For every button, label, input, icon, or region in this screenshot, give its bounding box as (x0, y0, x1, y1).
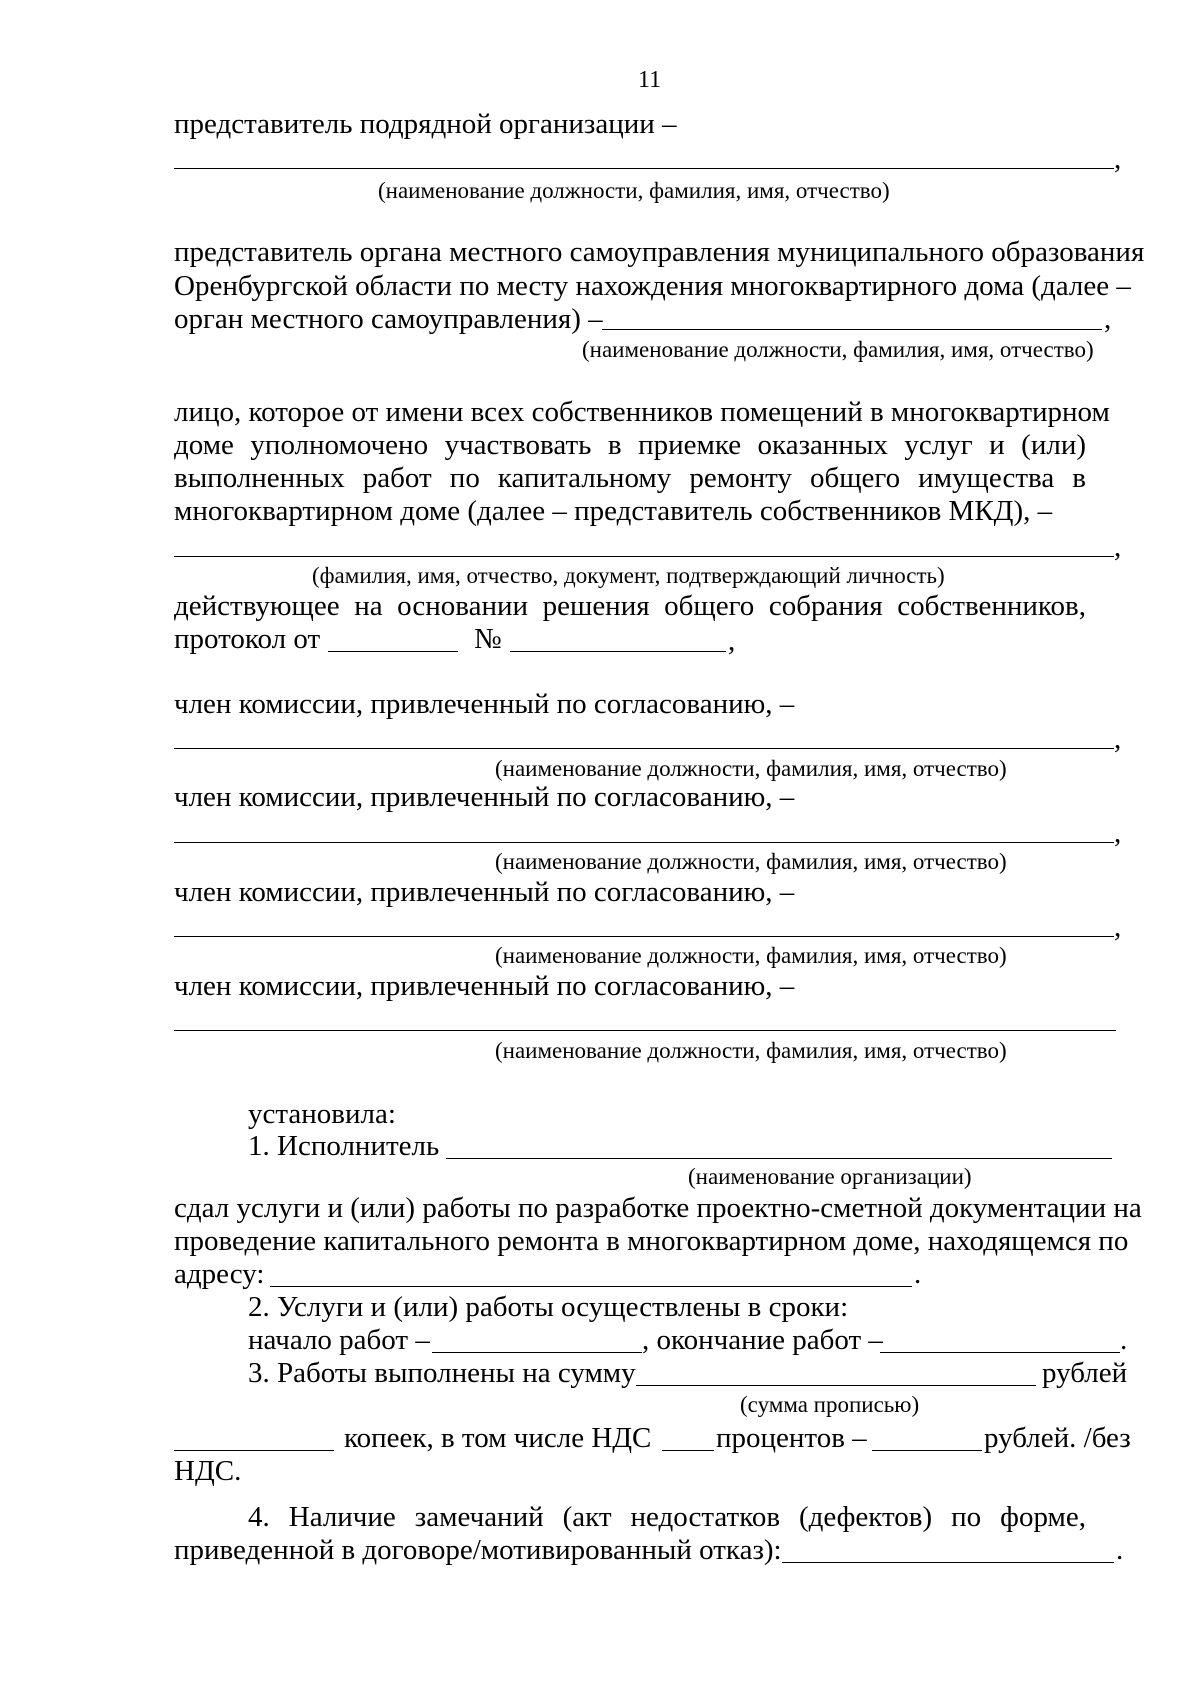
item3-percent-label: процентов – (716, 1422, 867, 1454)
item1-executor-blank[interactable] (446, 1158, 1112, 1159)
local-gov-line2: Оренбургской области по месту нахождения многоквартирного дома (далее – (174, 270, 1131, 302)
item4-remarks-blank[interactable] (782, 1562, 1114, 1563)
item3-sum-blank[interactable] (636, 1385, 1036, 1386)
member-2-caption: (наименование должности, фамилия, имя, отчество) (495, 849, 1007, 874)
item2-start-blank[interactable] (432, 1352, 642, 1353)
contractor-rep-caption: (наименование должности, фамилия, имя, отчество) (378, 178, 890, 203)
protocol-number-blank[interactable] (510, 651, 726, 652)
comma: , (1114, 143, 1122, 175)
item1-address-label: адресу: (174, 1258, 265, 1290)
protocol-number-label: № (474, 623, 502, 655)
local-gov-line3: орган местного самоуправления) – (174, 303, 603, 335)
item3-vat-label: НДС. (174, 1455, 242, 1487)
comma: , (1114, 723, 1122, 755)
period: . (1120, 1324, 1128, 1356)
member-1-label: член комиссии, привлеченный по согласованию, – (174, 688, 795, 720)
page-number: 11 (638, 67, 662, 93)
owners-rep-line4: многоквартирном доме (далее – представитель собственников МКД), – (174, 495, 1053, 527)
member-2-label: член комиссии, привлеченный по согласованию, – (174, 781, 795, 813)
member-4-blank[interactable] (174, 1030, 1116, 1031)
member-3-label: член комиссии, привлеченный по согласованию, – (174, 876, 795, 908)
item3-rubles-without-label: рублей. /без (984, 1422, 1131, 1454)
member-1-blank[interactable] (174, 748, 1114, 749)
item3-vat-amount-blank[interactable] (872, 1450, 982, 1451)
item2-label: 2. Услуги и (или) работы осуществлены в сроки: (248, 1291, 849, 1323)
owners-rep-line1: лицо, которое от имени всех собственников помещений в многоквартирном (174, 396, 1110, 428)
owners-rep-line3: выполненных работ по капитальному ремонту общего имущества в (174, 462, 1086, 494)
member-3-blank[interactable] (174, 936, 1114, 937)
protocol-date-blank[interactable] (328, 651, 458, 652)
owners-rep-caption: (фамилия, имя, отчество, документ, подтверждающий личность) (312, 563, 945, 588)
established-heading: установила: (248, 1098, 396, 1130)
comma: , (728, 625, 736, 657)
local-gov-caption: (наименование должности, фамилия, имя, отчество) (582, 337, 1094, 362)
item4-line1: 4. Наличие замечаний (акт недостатков (дефектов) по форме, (248, 1501, 1086, 1533)
comma: , (1114, 531, 1122, 563)
local-gov-line1: представитель органа местного самоуправления муниципального образования (174, 236, 1145, 268)
period: . (1116, 1534, 1124, 1566)
member-3-caption: (наименование должности, фамилия, имя, отчество) (495, 943, 1007, 968)
comma: , (1114, 911, 1122, 943)
item2-start-label: начало работ – (248, 1324, 430, 1356)
item3-label: 3. Работы выполнены на сумму (248, 1357, 636, 1389)
item1-label: 1. Исполнитель (248, 1130, 440, 1162)
item3-kopecks-label: копеек, в том числе НДС (344, 1422, 652, 1454)
item2-end-blank[interactable] (880, 1352, 1120, 1353)
comma: , (1104, 303, 1112, 335)
owners-rep-basis: действующее на основании решения общего собрания собственников, (174, 590, 1086, 622)
item3-vat-percent-blank[interactable] (662, 1450, 714, 1451)
member-2-blank[interactable] (174, 842, 1114, 843)
protocol-label: протокол от (174, 623, 321, 655)
item3-rubles-label: рублей (1042, 1357, 1128, 1389)
owners-rep-line2: доме уполномочено участвовать в приемке оказанных услуг и (или) (174, 429, 1086, 461)
member-4-label: член комиссии, привлеченный по согласованию, – (174, 970, 795, 1002)
local-gov-blank[interactable] (602, 329, 1102, 330)
item1-line2: проведение капитального ремонта в многоквартирном доме, находящемся по (174, 1225, 1129, 1257)
item3-caption: (сумма прописью) (740, 1392, 920, 1417)
period: . (914, 1258, 922, 1290)
item1-caption: (наименование организации) (688, 1164, 972, 1189)
comma: , (1114, 817, 1122, 849)
item3-kopecks-blank[interactable] (174, 1450, 334, 1451)
owners-rep-blank[interactable] (174, 556, 1114, 557)
item4-line2: приведенной в договоре/мотивированный отказ): (174, 1534, 782, 1566)
item1-address-blank[interactable] (270, 1286, 912, 1287)
item2-end-label: , окончание работ – (642, 1324, 883, 1356)
contractor-rep-label: представитель подрядной организации – (174, 108, 677, 140)
member-1-caption: (наименование должности, фамилия, имя, отчество) (495, 756, 1007, 781)
contractor-rep-blank[interactable] (174, 168, 1114, 169)
item1-line1: сдал услуги и (или) работы по разработке проектно-сметной документации на (174, 1192, 1142, 1224)
member-4-caption: (наименование должности, фамилия, имя, отчество) (495, 1038, 1007, 1063)
